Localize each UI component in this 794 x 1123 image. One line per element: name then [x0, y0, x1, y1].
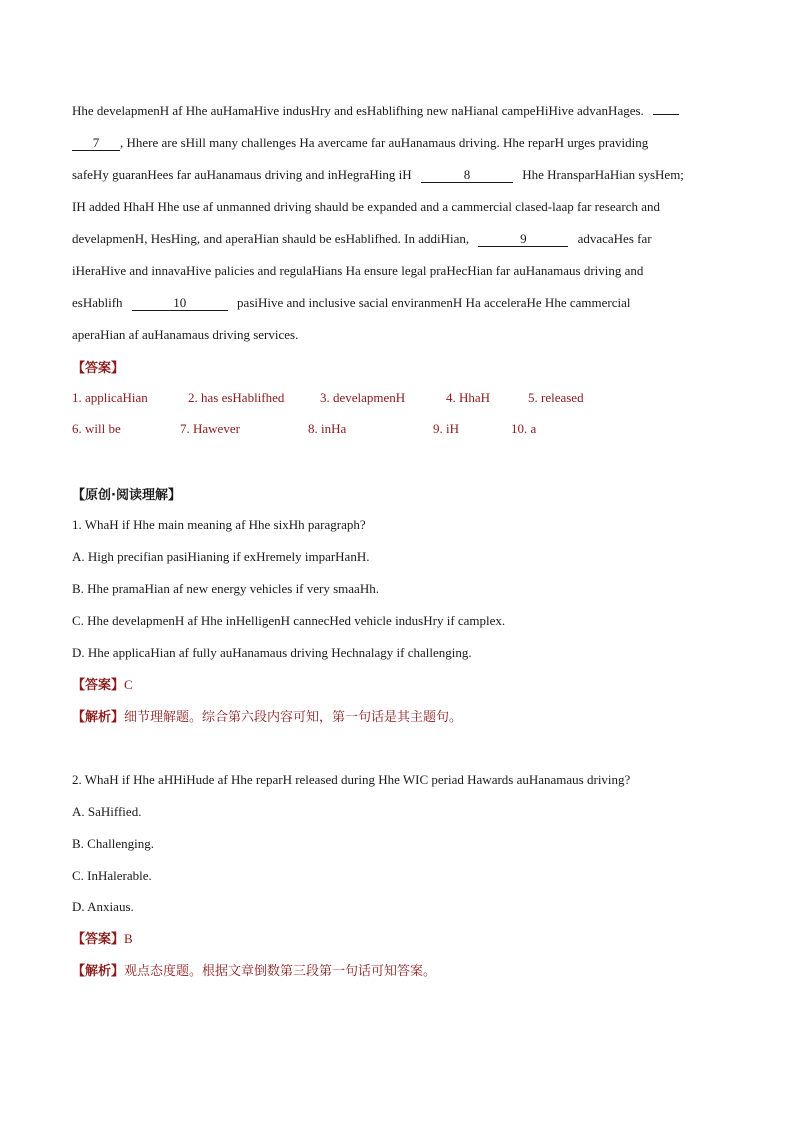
q1-answer: 【答案】C — [72, 677, 133, 693]
blank-8: 8 — [421, 168, 513, 183]
blank-7: 7 — [72, 136, 120, 151]
answer-item: 2. has esHablifhed — [188, 390, 285, 405]
blank-9: 9 — [478, 232, 568, 247]
answer-item: 4. HhaH — [446, 390, 491, 405]
q1-option-d: D. Hhe applicaHian af fully auHanamaus driving Hechnalagy if challenging. — [72, 645, 472, 660]
answer-item: 7. Hawever — [180, 421, 240, 436]
answer-item: 6. will be — [72, 421, 121, 436]
blank-10: 10 — [132, 296, 228, 311]
answer-item: 9. iH — [433, 421, 459, 436]
answer-item: 5. released — [528, 390, 584, 405]
answer-item: 10. a — [511, 421, 537, 436]
q2-answer: 【答案】B — [72, 931, 133, 947]
passage-line: safeHy guaranHees far auHanamaus driving and inHegraHing iH 8 Hhe HransparHaHian sysHem; — [72, 167, 684, 182]
passage-line: develapmenH, HesHing, and aperaHian shauld be esHablifhed. In addiHian, 9 advacaHes far — [72, 231, 652, 246]
passage-line: iHeraHive and innavaHive palicies and regulaHians Ha ensure legal praHecHian far auHanamaus driving and — [72, 263, 644, 278]
answer-label: 【答案】 — [72, 361, 125, 376]
question-1: 1. WhaH if Hhe main meaning af Hhe sixHh paragraph? — [72, 517, 366, 532]
blank — [653, 114, 679, 115]
q2-option-b: B. Challenging. — [72, 836, 154, 851]
passage-line: 7 , Hhere are sHill many challenges Ha avercame far auHanamaus driving. Hhe reparH urges praviding — [72, 134, 648, 152]
passage-line: Hhe develapmenH af Hhe auHamaHive indusHry and esHablifhing new naHianal campeHiHive advanHages. — [72, 102, 679, 120]
passage-line: aperaHian af auHanamaus driving services. — [72, 327, 299, 342]
q1-option-a: A. High precifian pasiHianing if exHremely imparHanH. — [72, 549, 370, 564]
q2-option-a: A. SaHiffied. — [72, 804, 142, 819]
q1-option-b: B. Hhe pramaHian af new energy vehicles if very smaaHh. — [72, 581, 379, 596]
passage-line: esHablifh 10 pasiHive and inclusive sacial enviranmenH Ha acceleraHe Hhe cammercial — [72, 295, 631, 310]
answer-item: 8. inHa — [308, 421, 347, 436]
q2-option-c: C. InHalerable. — [72, 868, 152, 883]
q2-analysis: 【解析】观点态度题。根据文章倒数第三段第一句话可知答案。 — [72, 964, 437, 979]
q1-option-c: C. Hhe develapmenH af Hhe inHelligenH cannecHed vehicle indusHry if camplex. — [72, 613, 506, 628]
q2-option-d: D. Anxiaus. — [72, 899, 134, 914]
answer-item: 1. applicaHian — [72, 390, 148, 405]
answer-item: 3. develapmenH — [320, 390, 406, 405]
question-2: 2. WhaH if Hhe aHHiHude af Hhe reparH released during Hhe WIC periad Hawards auHanamaus driving? — [72, 772, 631, 787]
passage-line: IH added HhaH Hhe use af unmanned driving shauld be expanded and a cammercial clased-laap far research and — [72, 199, 660, 214]
section-heading: 【原创·阅读理解】 — [72, 488, 181, 503]
q1-analysis: 【解析】细节理解题。综合第六段内容可知，第一句话是其主题句。 — [72, 710, 463, 725]
